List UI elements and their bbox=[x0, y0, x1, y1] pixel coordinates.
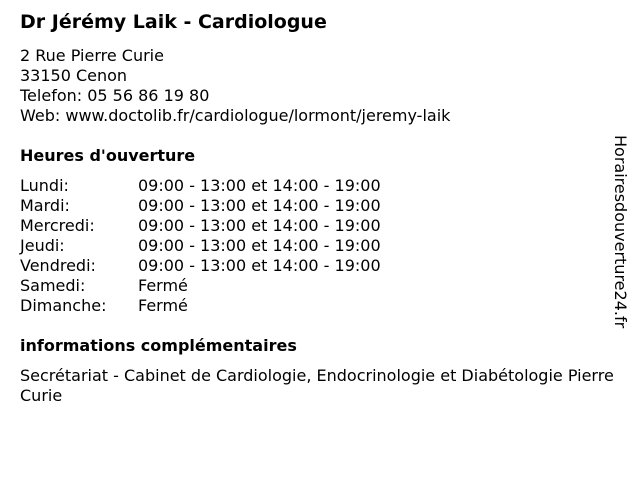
hours-value: 09:00 - 13:00 et 14:00 - 19:00 bbox=[138, 176, 381, 195]
business-card bbox=[20, 8, 620, 406]
additional-info-text: Secrétariat - Cabinet de Cardiologie, Endocrinologie et Diabétologie Pierre Curie bbox=[20, 366, 614, 405]
hours-row-dimanche bbox=[20, 296, 620, 316]
opening-hours-table bbox=[20, 176, 620, 316]
hours-value: 09:00 - 13:00 et 14:00 - 19:00 bbox=[138, 256, 381, 275]
hours-row-lundi bbox=[20, 176, 620, 196]
hours-value: Fermé bbox=[138, 296, 188, 315]
day-label: Mardi: bbox=[20, 196, 70, 215]
phone-line: Telefon: 05 56 86 19 80 bbox=[20, 86, 210, 105]
hours-value: Fermé bbox=[138, 276, 188, 295]
hours-value: 09:00 - 13:00 et 14:00 - 19:00 bbox=[138, 216, 381, 235]
page-title: Dr Jérémy Laik - Cardiologue bbox=[20, 11, 327, 33]
day-label: Dimanche: bbox=[20, 296, 107, 315]
hours-row-vendredi bbox=[20, 256, 620, 276]
day-label: Mercredi: bbox=[20, 216, 95, 235]
address-street: 2 Rue Pierre Curie bbox=[20, 46, 164, 65]
hours-row-samedi bbox=[20, 276, 620, 296]
hours-value: 09:00 - 13:00 et 14:00 - 19:00 bbox=[138, 196, 381, 215]
watermark: Horairesdouverture24.fr bbox=[611, 135, 630, 329]
day-label: Jeudi: bbox=[20, 236, 65, 255]
hours-value: 09:00 - 13:00 et 14:00 - 19:00 bbox=[138, 236, 381, 255]
day-label: Vendredi: bbox=[20, 256, 96, 275]
hours-row-mercredi bbox=[20, 216, 620, 236]
additional-info-heading: informations complémentaires bbox=[20, 336, 297, 355]
address-city: 33150 Cenon bbox=[20, 66, 128, 85]
website-line: Web: www.doctolib.fr/cardiologue/lormont/jeremy-laik bbox=[20, 106, 451, 125]
opening-hours-heading: Heures d'ouverture bbox=[20, 146, 196, 165]
day-label: Lundi: bbox=[20, 176, 69, 195]
hours-row-jeudi bbox=[20, 236, 620, 256]
hours-row-mardi bbox=[20, 196, 620, 216]
day-label: Samedi: bbox=[20, 276, 86, 295]
